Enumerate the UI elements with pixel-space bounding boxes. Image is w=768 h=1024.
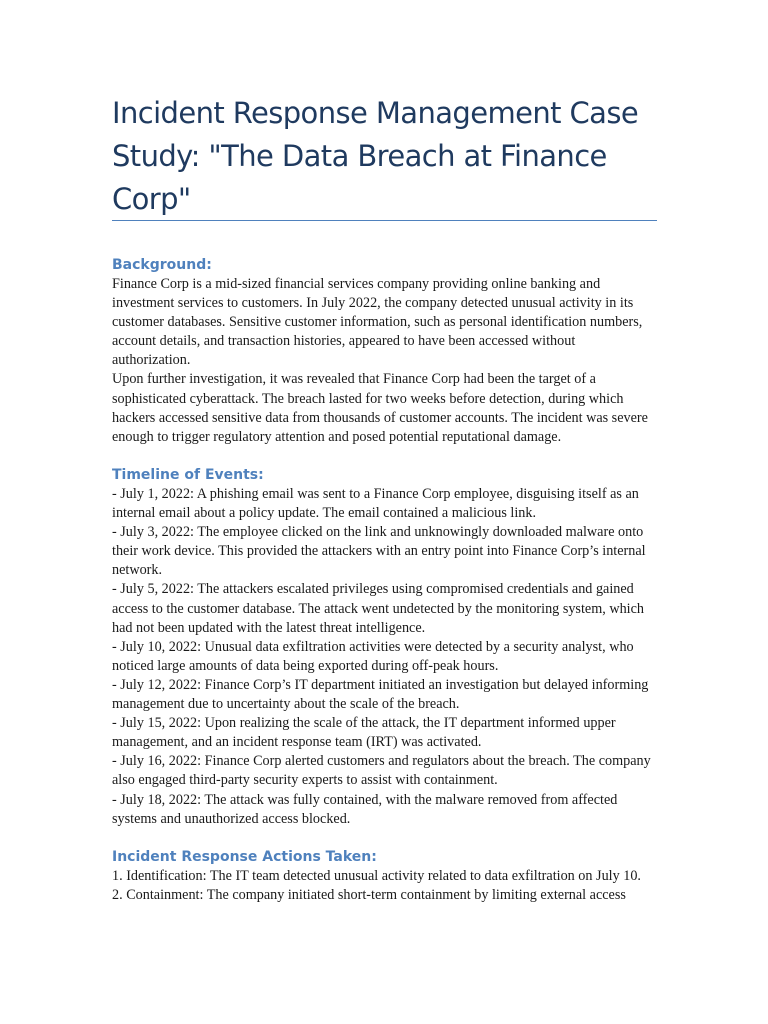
document-title: Incident Response Management Case Study: "The Data Breach at Finance Corp"	[112, 96, 639, 216]
timeline-item: - July 3, 2022: The employee clicked on the link and unknowingly downloaded malware onto their work device. This provided the attackers with an entry point into Finance Corp’s internal network.	[112, 524, 646, 579]
timeline-item: - July 18, 2022: The attack was fully contained, with the malware removed from affected systems and unauthorized access blocked.	[112, 791, 618, 827]
actions-section	[112, 847, 657, 905]
actions-heading: Incident Response Actions Taken:	[112, 849, 377, 865]
timeline-list	[112, 485, 657, 829]
background-paragraph: Finance Corp is a mid-sized financial services company providing online banking and investment services to customers. In July 2022, the company detected unusual activity in its customer databases. Sensitive customer information, such as personal identification numbers, account details, and transaction histories, appeared to have been accessed without authorization.	[112, 276, 643, 369]
timeline-item: - July 5, 2022: The attackers escalated privileges using compromised credentials and gained access to the customer database. The attack went undetected by the monitoring system, which had not been updated with the latest threat intelligence.	[112, 581, 644, 636]
timeline-heading: Timeline of Events:	[112, 467, 264, 483]
timeline-item: - July 16, 2022: Finance Corp alerted customers and regulators about the breach. The company also engaged third-party security experts to assist with containment.	[112, 753, 651, 789]
timeline-item: - July 10, 2022: Unusual data exfiltration activities were detected by a security analyst, who noticed large amounts of data being exported during off-peak hours.	[112, 638, 634, 674]
timeline-item: - July 12, 2022: Finance Corp’s IT department initiated an investigation but delayed informing management due to uncertainty about the scale of the breach.	[112, 676, 649, 713]
timeline-section	[112, 465, 657, 829]
background-section	[112, 255, 657, 447]
action-item: 1. Identification: The IT team detected unusual activity related to data exfiltration on July 10.	[112, 868, 641, 884]
title-divider	[112, 220, 657, 221]
actions-list	[112, 867, 657, 905]
background-paragraph: Upon further investigation, it was revealed that Finance Corp had been the target of a sophisticated cyberattack. The breach lasted for two weeks before detection, during which hackers accessed sensitive data from thousands of customer accounts. The incident was severe enough to trigger regulatory attention and posed potential reputational damage.	[112, 371, 648, 445]
timeline-item: - July 1, 2022: A phishing email was sent to a Finance Corp employee, disguising itself as an internal email about a policy update. The email contained a malicious link.	[112, 486, 639, 522]
timeline-item: - July 15, 2022: Upon realizing the scale of the attack, the IT department informed upper management, and an incident response team (IRT) was activated.	[112, 715, 616, 751]
background-heading: Background:	[112, 257, 212, 273]
action-item: 2. Containment: The company initiated short-term containment by limiting external access	[112, 887, 626, 904]
